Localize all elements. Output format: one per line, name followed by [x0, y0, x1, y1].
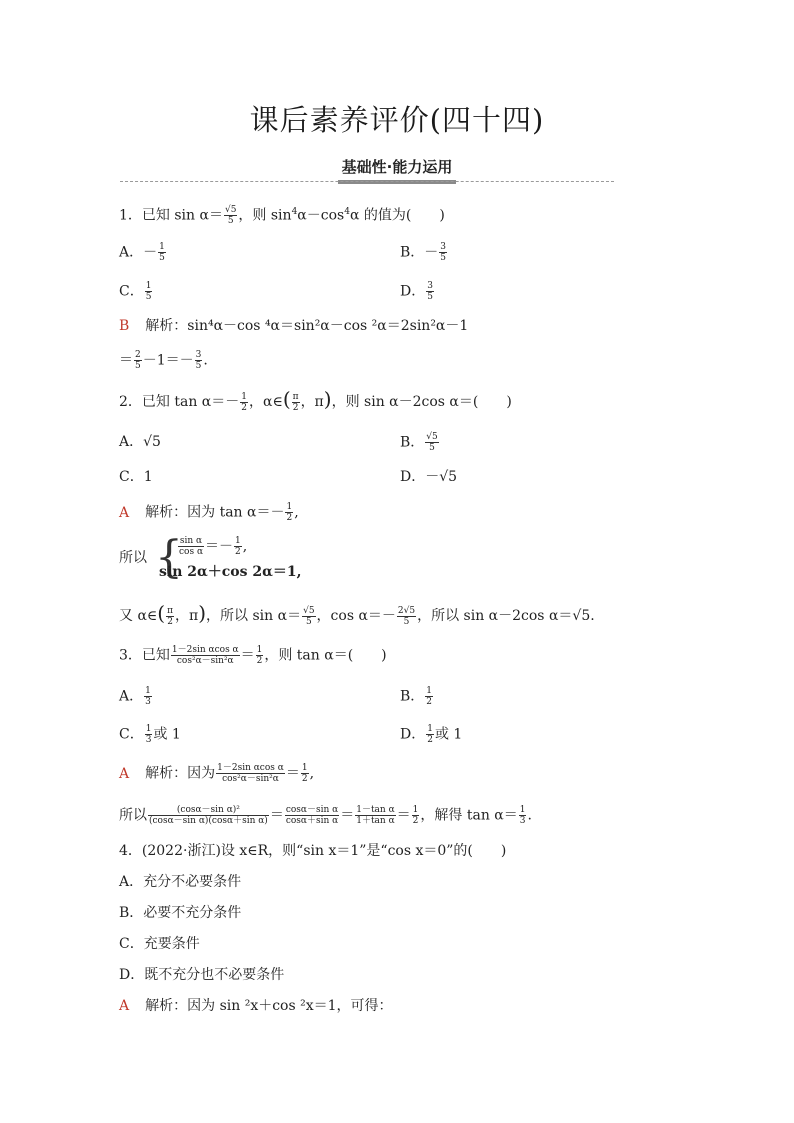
- q1-option-c: C． $\frac{1}{5}$: [119, 281, 152, 302]
- q3-stem: 3．已知 $\frac{\text{1－2sin αcos α}}{\text{cos²α－sin²α}}$ ＝ $\frac{1}{2}$ ，则 tan α＝( ): [119, 645, 387, 666]
- q3-answer: A: [119, 765, 130, 782]
- q2-system-eq1: $\frac{\text{sin α}}{\text{cos α}}$ ＝－ $\frac{1}{2}$ ,: [179, 536, 248, 557]
- q3-option-c: C． $\frac{1}{3}$ 或 1: [119, 724, 181, 745]
- q2-solution-line1: A 解析：因为 tan α＝－ $\frac{1}{2}$ ,: [119, 502, 299, 523]
- q1-option-b: B．－ $\frac{3}{5}$: [400, 242, 447, 263]
- section-label: 基础性·能力运用: [338, 156, 457, 184]
- q2-stem: 2．已知 tan α＝－ $\frac{1}{2}$ ，α∈( $\frac{\pi}{2}$ ，π)，则 sin α－2cos α＝( ): [119, 387, 512, 413]
- q2-system-prefix: 所以: [119, 550, 147, 566]
- q3-option-b: B． $\frac{1}{2}$: [400, 686, 433, 707]
- q2-system-eq2: sin 2α＋cos 2α＝1,: [159, 564, 302, 580]
- q3-solution-line1: A 解析：因为 $\frac{\text{1－2sin αcos α}}{\text{cos²α－sin²α}}$ ＝ $\frac{1}{2}$ ,: [119, 763, 315, 784]
- q2-solution-line3: 又 α∈( $\frac{\pi}{2}$ ，π)，所以 sin α＝ $\frac{√5}{5}$ ，cos α＝－ $\frac{2√5}{5}$ ，所以 sin α－2cos α＝√5.: [119, 601, 595, 627]
- q1-option-a: A．－ $\frac{1}{5}$: [119, 242, 165, 263]
- q1-option-d: D． $\frac{3}{5}$: [400, 281, 433, 302]
- q3-option-d: D． $\frac{1}{2}$ 或 1: [400, 724, 463, 745]
- q2-option-b: B． $\frac{√5}{5}$: [400, 432, 438, 453]
- section-heading: [0, 156, 794, 184]
- q1-stem: 1．已知 sin α＝ $\frac{√5}{5}$ ，则 $\sin^4\alpha-\cos^4\alpha$ 的值为( ): [119, 205, 445, 227]
- q1-solution-line2: ＝ $\frac{2}{5}$ －1＝－ $\frac{3}{5}$ .: [119, 350, 208, 371]
- q4-solution-line1: A 解析：因为 sin ²x＋cos ²x＝1，可得：: [119, 998, 393, 1014]
- q3-solution-line2: 所以 $\frac{\text{(cosα－sin α)²}}{\text{(cosα－sin α)(cosα＋sin α)}}$ ＝ $\frac{\text{cosα－sin α}}{\text{cosα＋sin α}}$ ＝ $\frac{\text{1－tan α}}{\text{1＋tan α}}$ ＝ $\frac{1}{2}$ ，解得 tan α＝ $\frac{1}{3}$ .: [119, 805, 532, 826]
- dotted-divider: [120, 181, 614, 182]
- q4-option-a: A．充分不必要条件: [119, 874, 242, 890]
- q2-answer: A: [119, 504, 130, 521]
- q4-option-c: C．充要条件: [119, 936, 200, 952]
- q2-option-a: A．√5: [119, 434, 161, 450]
- q2-option-d: D．－√5: [400, 469, 458, 485]
- q3-option-a: A． $\frac{1}{3}$: [119, 686, 151, 707]
- q4-option-b: B．必要不充分条件: [119, 905, 242, 921]
- q4-stem: 4．(2022·浙江)设 x∈R，则“sin x＝1”是“cos x＝0”的( ): [119, 843, 507, 859]
- q1-solution-line1: B 解析：sin⁴α－cos ⁴α＝sin²α－cos ²α＝2sin²α－1: [119, 318, 469, 334]
- page-title: 课后素养评价(四十四): [249, 103, 545, 137]
- q2-option-c: C．1: [119, 469, 153, 485]
- q4-answer: A: [119, 998, 130, 1014]
- q1-answer: B: [119, 318, 130, 334]
- q4-option-d: D．既不充分也不必要条件: [119, 967, 285, 983]
- brace-icon: {: [155, 532, 183, 583]
